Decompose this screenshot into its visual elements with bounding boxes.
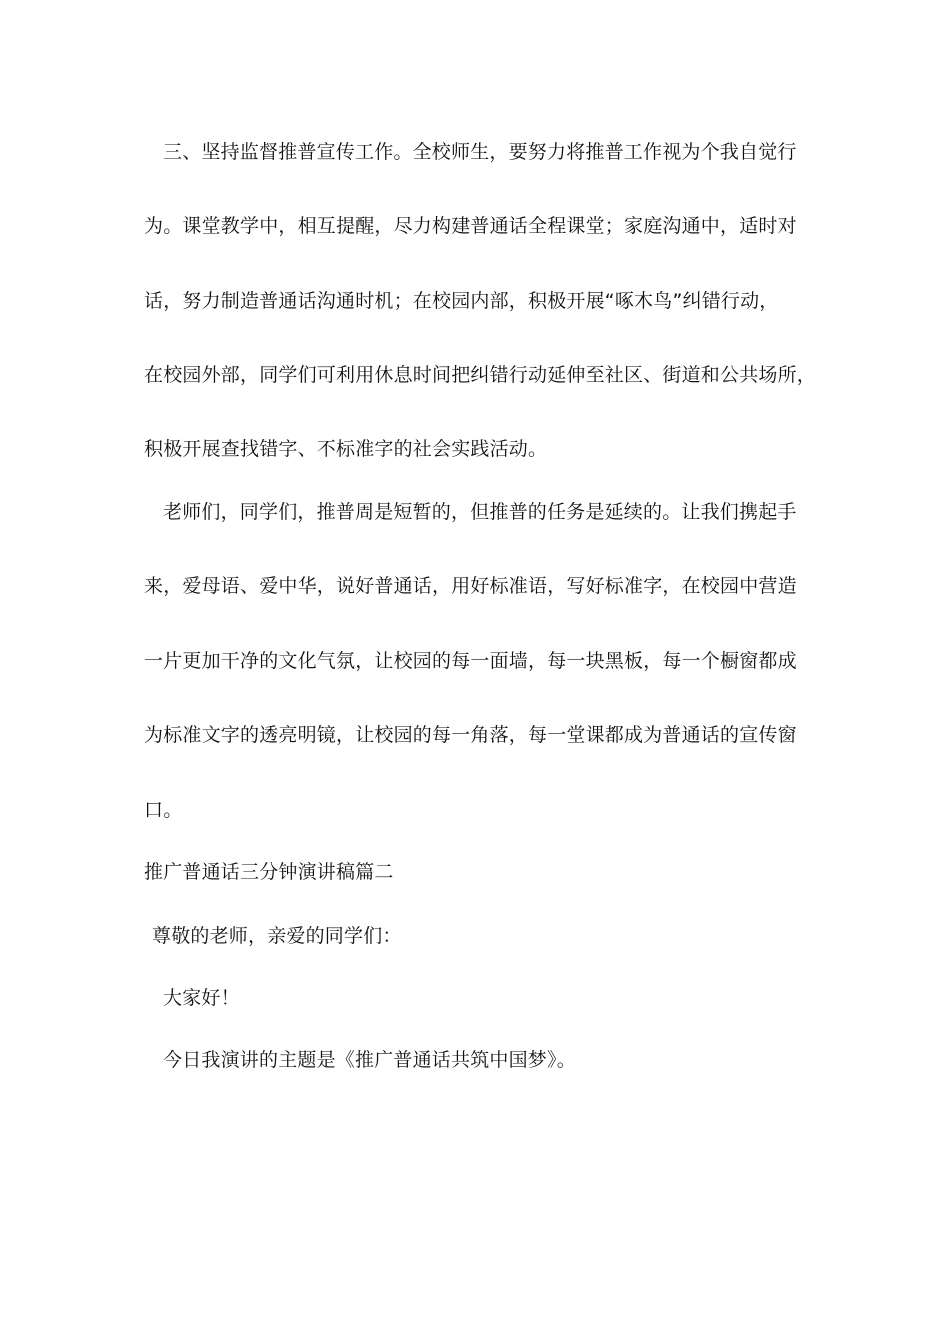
section-title: 推广普通话三分钟演讲稿篇二 — [144, 861, 394, 883]
intro-line: 今日我演讲的主题是《推广普通话共筑中国梦》。 — [163, 1049, 576, 1071]
paragraph-line: 老师们，同学们，推普周是短暂的，但推普的任务是延续的。让我们携起手 — [163, 501, 797, 523]
salutation: 尊敬的老师，亲爱的同学们： — [152, 925, 402, 947]
greeting: 大家好！ — [163, 987, 240, 1009]
paragraph-line: 话，努力制造普通话沟通时机；在校园内部，积极开展“啄木鸟”纠错行动， — [144, 290, 779, 312]
paragraph-line: 一片更加干净的文化气氛，让校园的每一面墙，每一块黑板，每一个橱窗都成 — [144, 650, 797, 672]
paragraph-line: 三、坚持监督推普宣传工作。全校师生，要努力将推普工作视为个我自觉行 — [163, 141, 797, 163]
paragraph-line: 为。课堂教学中，相互提醒，尽力构建普通话全程课堂；家庭沟通中，适时对 — [144, 215, 797, 237]
paragraph-line: 来，爱母语、爱中华，说好普通话，用好标准语，写好标准字，在校园中营造 — [144, 575, 797, 597]
paragraph-line: 口。 — [144, 799, 183, 821]
paragraph-line: 积极开展查找错字、不标准字的社会实践活动。 — [144, 438, 548, 460]
paragraph-line: 为标准文字的透亮明镜，让校园的每一角落，每一堂课都成为普通话的宣传窗 — [144, 724, 797, 746]
paragraph-line: 在校园外部，同学们可利用休息时间把纠错行动延伸至社区、街道和公共场所， — [144, 364, 817, 386]
